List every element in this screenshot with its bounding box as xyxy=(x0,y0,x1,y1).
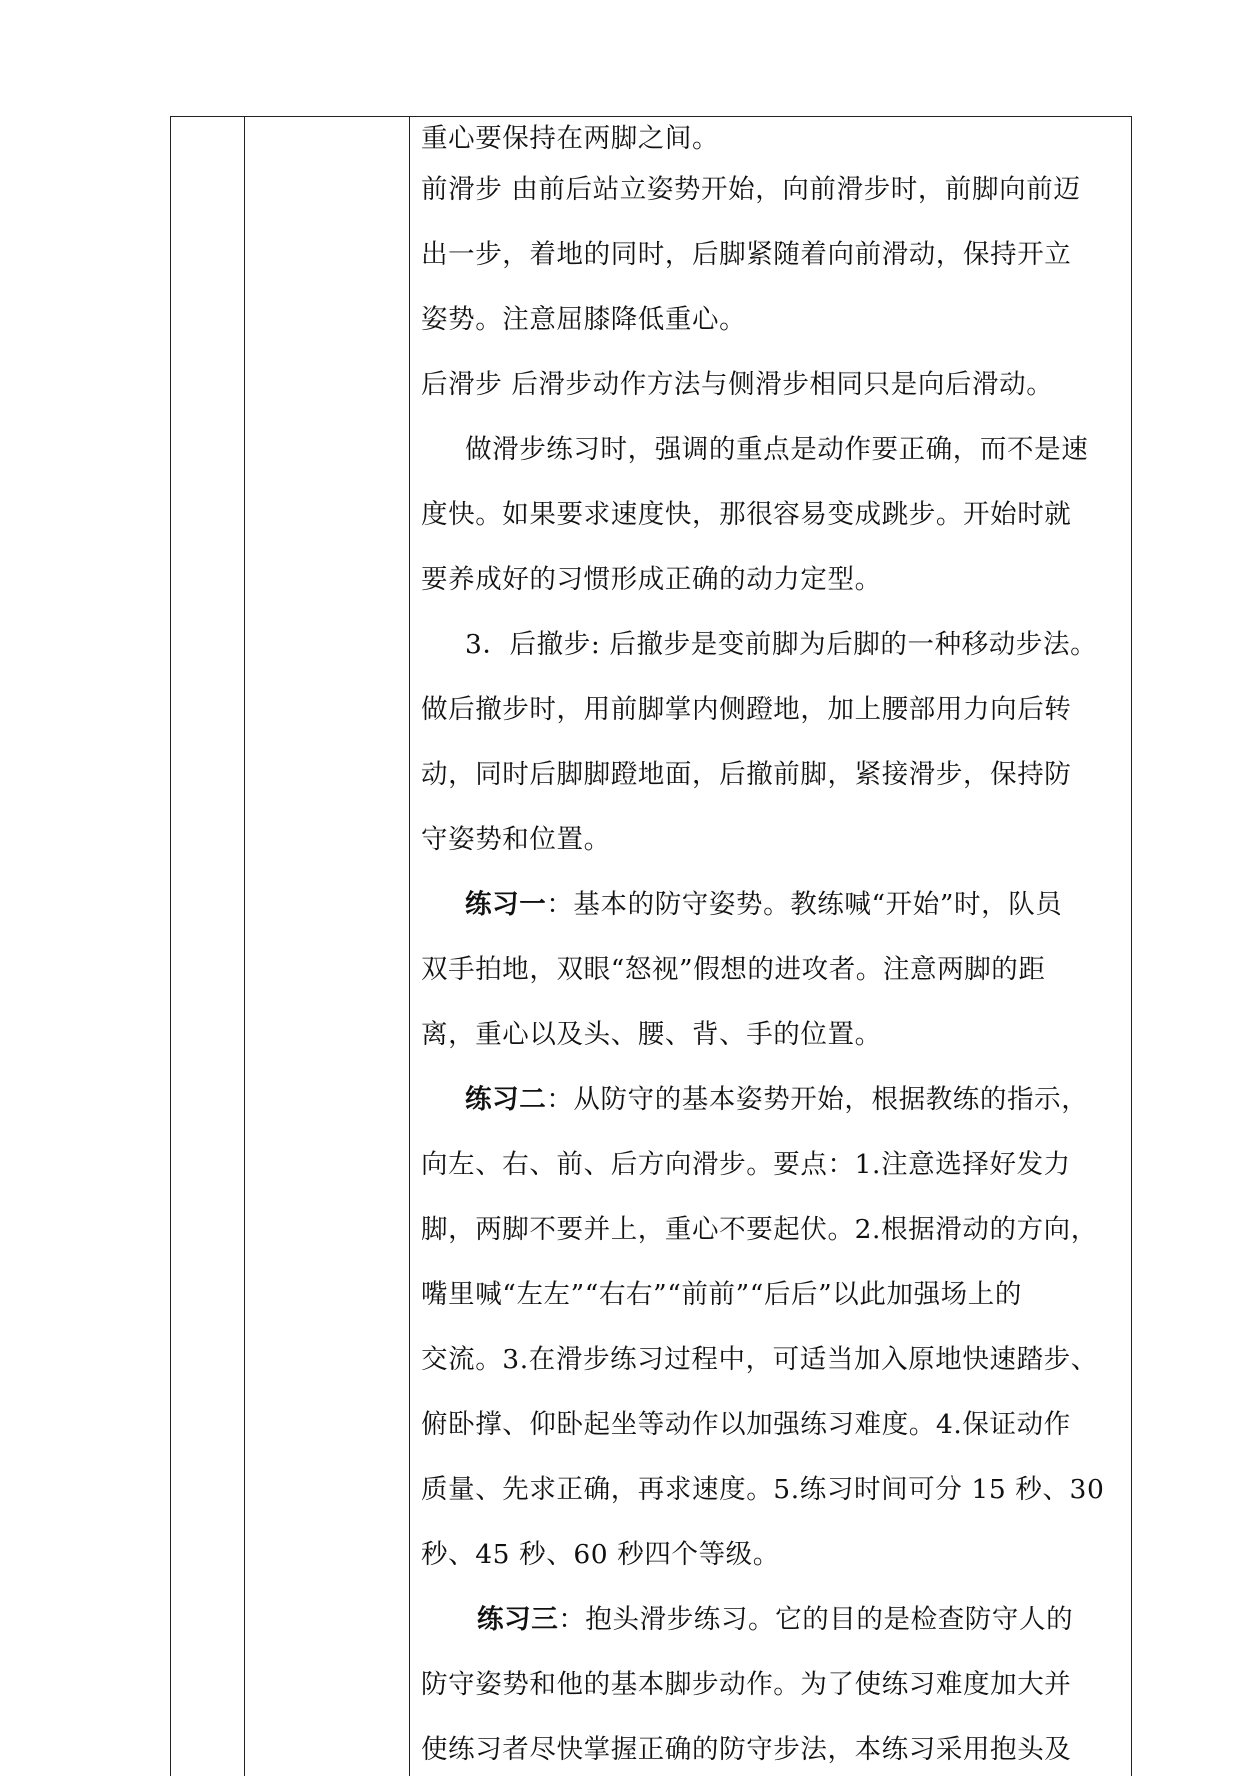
text-line: 后滑步 后滑步动作方法与侧滑步相同只是向后滑动。 xyxy=(421,369,1054,400)
table-left-border xyxy=(170,116,171,1776)
text-line: 俯卧撑、仰卧起坐等动作以加强练习难度。4.保证动作 xyxy=(421,1409,1071,1440)
text-line: 姿势。注意屈膝降低重心。 xyxy=(421,304,747,335)
text-line: 做后撤步时，用前脚掌内侧蹬地，加上腰部用力向后转 xyxy=(421,694,1072,725)
table-column-divider-2 xyxy=(409,116,410,1776)
text-line: 前滑步 由前后站立姿势开始，向前滑步时，前脚向前迈 xyxy=(421,174,1081,205)
text-line: 离，重心以及头、腰、背、手的位置。 xyxy=(421,1019,882,1050)
text-line: 防守姿势和他的基本脚步动作。为了使练习难度加大并 xyxy=(421,1669,1072,1700)
exercise-1-text: ：基本的防守姿势。教练喊“开始”时，队员 xyxy=(546,889,1063,920)
text-line: 出一步，着地的同时，后脚紧随着向前滑动，保持开立 xyxy=(421,239,1072,270)
text-line: 脚，两脚不要并上，重心不要起伏。2.根据滑动的方向， xyxy=(421,1214,1098,1245)
exercise-3-text: ：抱头滑步练习。它的目的是检查防守人的 xyxy=(558,1604,1074,1635)
text-line: 度快。如果要求速度快，那很容易变成跳步。开始时就 xyxy=(421,499,1072,530)
text-line: 双手拍地，双眼“怒视”假想的进攻者。注意两脚的距 xyxy=(421,954,1046,985)
text-line: 使练习者尽快掌握正确的防守步法，本练习采用抱头及 xyxy=(421,1734,1072,1765)
text-line: 3．后撤步: 后撤步是变前脚为后脚的一种移动步法。 xyxy=(465,629,1098,660)
exercise-1-heading: 练习一 xyxy=(465,889,547,920)
exercise-2-line xyxy=(465,1083,1088,1117)
text-line: 秒、45 秒、60 秒四个等级。 xyxy=(421,1539,780,1570)
text-line: 向左、右、前、后方向滑步。要点：1.注意选择好发力 xyxy=(421,1149,1071,1180)
text-line: 质量、先求正确，再求速度。5.练习时间可分 15 秒、30 xyxy=(421,1474,1105,1505)
exercise-2-text: ：从防守的基本姿势开始，根据教练的指示， xyxy=(546,1084,1089,1115)
text-line: 动，同时后脚脚蹬地面，后撤前脚，紧接滑步，保持防 xyxy=(421,759,1072,790)
table-right-border xyxy=(1131,116,1132,1776)
content-cell xyxy=(421,116,1131,1776)
text-line: 要养成好的习惯形成正确的动力定型。 xyxy=(421,564,882,595)
exercise-3-line xyxy=(477,1603,1073,1637)
text-line: 守姿势和位置。 xyxy=(421,824,611,855)
text-line: 重心要保持在两脚之间。 xyxy=(421,123,720,154)
exercise-1-line xyxy=(465,888,1062,922)
text-line: 交流。3.在滑步练习过程中，可适当加入原地快速踏步、 xyxy=(421,1344,1098,1375)
exercise-3-heading: 练习三 xyxy=(477,1604,559,1635)
table-column-divider-1 xyxy=(244,116,245,1776)
text-line: 嘴里喊“左左”“右右”“前前”“后后”以此加强场上的 xyxy=(421,1279,1022,1310)
exercise-2-heading: 练习二 xyxy=(465,1084,547,1115)
text-line: 做滑步练习时，强调的重点是动作要正确，而不是速 xyxy=(465,434,1089,465)
